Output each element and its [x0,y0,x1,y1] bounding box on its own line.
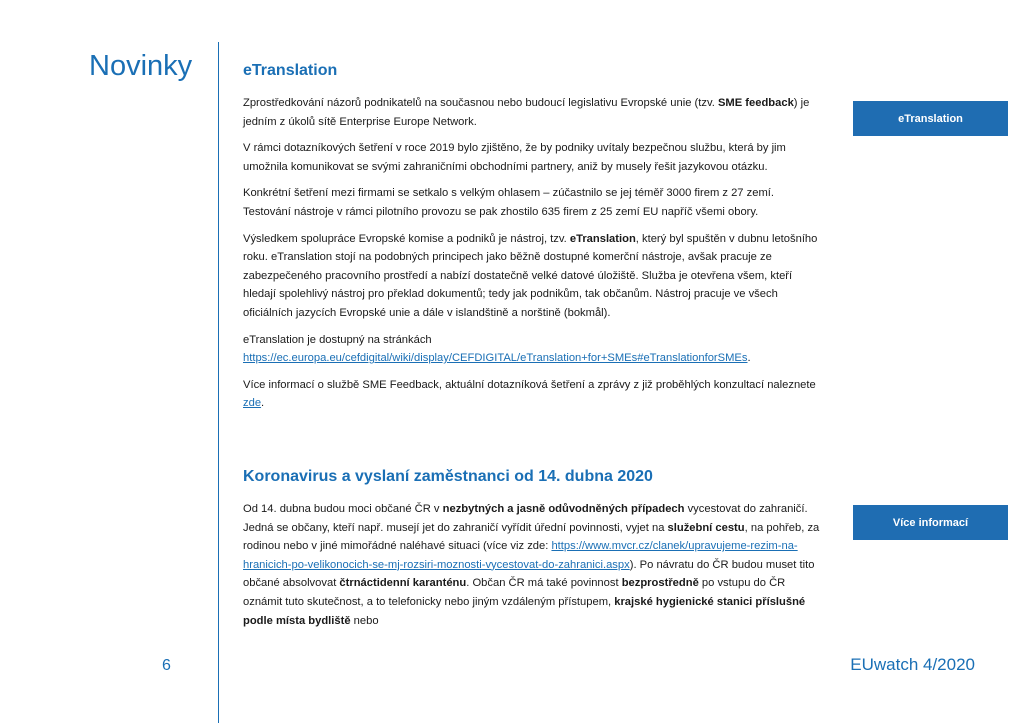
paragraph [243,376,821,413]
text-run: eTranslation je dostupný na stránkách [243,333,432,346]
text-run: vycestovat do zahraničí. Jedná se občany, kteří např. musejí jet do zahraničí vyřídit úřední povinnosti, vyjet na [243,503,808,534]
text-run: Více informací o službě SME Feedback, aktuální dotazníková šetření a zprávy z již proběhlých konzultací naleznete [243,378,816,391]
paragraph [243,94,821,131]
bold-text: eTranslation [569,232,636,245]
vertical-divider [218,42,219,723]
section-title: Novinky [89,50,193,82]
paragraph [243,500,821,630]
text-run: , který byl spuštěn v dubnu letošního roku. eTranslation stojí na podobných principech jako běžně dostupné komerční nástroje, avšak pracuje ze zabezpečeného pracovního prostředí a nabízí dostatečně velké datové úložiště. Služba je otevřena všem, kteří hledají spolehlivý nástroj pro překlad dokumentů; tedy jak podnikům, tak občanům. Nástroj pracuje ve všech oficiálních jazycích Evropské unie a dále v islandštině a norštině (bokmål). [243,232,818,319]
bold-text: krajské hygienické stanici příslušné podle místa bydliště [243,595,806,627]
paragraph [243,139,821,176]
text-run: Konkrétní šetření mezi firmami se setkalo s velkým ohlasem – zúčastnilo se jej téměř 3000 firem z 27 zemí. Testování nástroje v rámci pilotního provozu se pak zhostilo 635 firem z 25 zemí EU napříč všemi obory. [243,187,774,218]
text-run: V rámci dotazníkových šetření v roce 2019 bylo zjištěno, že by podniky uvítaly bezpečnou službu, která by jim umožnila komunikovat se svými zahraničními obchodními partnery, aniž by musely řešit jazykovou otázku. [243,142,786,173]
text-run: Od 14. dubna budou moci občané ČR v [243,503,443,515]
bold-text: čtrnáctidenní karanténu [339,577,467,590]
article-title-etranslation: eTranslation [243,62,338,79]
link[interactable]: zde [243,397,262,410]
text-run: ) je jedním z úkolů sítě Enterprise Europe Network. [243,97,810,128]
article-body-koronavirus [243,500,821,638]
text-run: , na pohřeb, za rodinou nebo v jiné mimořádné naléhavé situaci (více viz zde: [243,521,820,553]
text-run: . [261,397,265,410]
text-run: . Občan ČR má také povinnost [466,577,622,590]
link[interactable]: https://www.mvcr.cz/clanek/upravujeme-rezim-na-hranicich-po-velikonocich-se-mj-rozsiri-moznosti-vycestovat-do-zahranici.aspx [243,540,798,571]
text-run: Výsledkem spolupráce Evropské komise a podniků je nástroj, tzv. [243,232,570,245]
article-body-etranslation [243,94,821,421]
text-run: ). Po návratu do ČR budou muset tito občané absolvovat [243,558,815,590]
text-run: nebo [350,614,379,627]
text-run: . [747,352,751,365]
page-number: 6 [162,657,171,674]
bold-text: služební cestu [667,521,745,534]
paragraph [243,184,821,221]
bold-text: bezprostředně [621,577,699,590]
bold-text: nezbytných a jasně odůvodněných případech [442,503,685,515]
link[interactable]: https://ec.europa.eu/cefdigital/wiki/display/CEFDIGITAL/eTranslation+for+SMEs#eTranslationforSMEs [243,352,748,365]
article-title-koronavirus: Koronavirus a vyslaní zaměstnanci od 14. dubna 2020 [243,468,653,485]
text-run: po vstupu do ČR oznámit tuto skutečnost, a to telefonicky nebo jiným vzdáleným přístupem, [243,577,786,608]
more-info-button[interactable]: Více informací [853,505,1008,540]
etranslation-button[interactable]: eTranslation [853,101,1008,136]
paragraph [243,230,821,323]
paragraph [243,331,821,368]
issue-label: EUwatch 4/2020 [850,655,975,674]
text-run: Zprostředkování názorů podnikatelů na současnou nebo budoucí legislativu Evropské unie (tzv. [243,97,718,109]
bold-text: SME feedback [717,97,794,109]
